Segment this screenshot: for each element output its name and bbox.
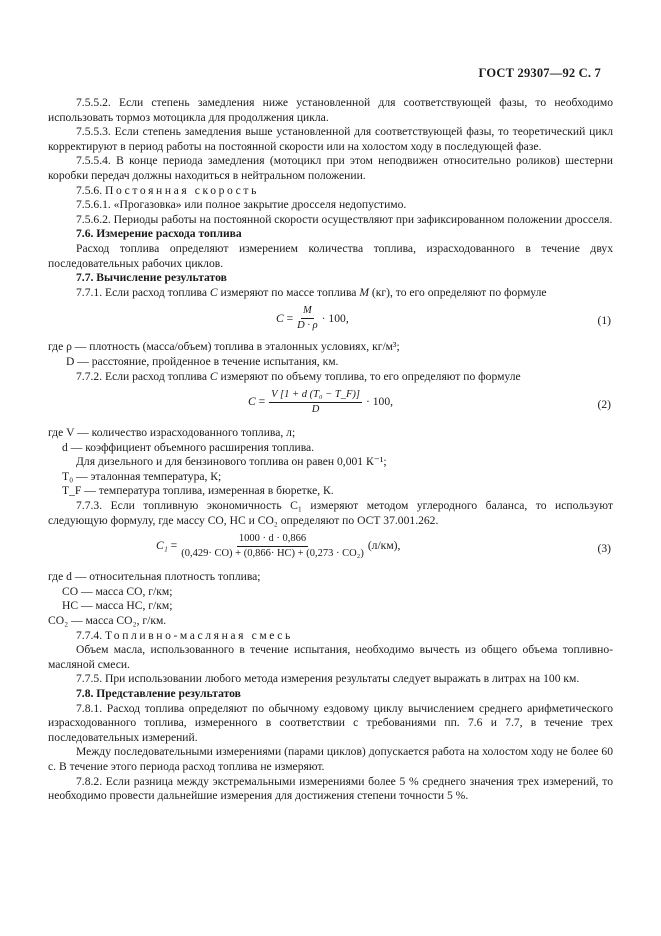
denominator: D xyxy=(311,404,320,416)
paragraph: 7.5.5.3. Если степень замедления выше установленной для соответствующей фазы, то теоретический цикл корректируют в период работы на постоянной скорости или на холостом ходу в последующей фазе. xyxy=(48,125,613,153)
formula-1: C = $\frac{M}{D \cdot \rho}$ · 100, (1) xyxy=(276,305,611,332)
numerator: M xyxy=(301,304,314,319)
definition: T_F — температура топлива, измеренная в бюретке, К. xyxy=(62,484,334,498)
definition: где d — относительная плотность топлива; xyxy=(48,570,261,584)
fraction xyxy=(269,388,362,417)
subsection-title: Топливно-масляная смесь xyxy=(105,628,293,642)
subsection-heading xyxy=(48,184,613,199)
formula-tail: (л/км), xyxy=(367,539,401,553)
definition: СО — масса СО, г/км; xyxy=(62,584,173,598)
paragraph: 7.5.5.2. Если степень замедления ниже установленной для соответствующей фазы, то необходимо использовать тормоз мотоцикла для продолжения цикла. xyxy=(48,96,613,124)
definitions xyxy=(48,340,613,369)
text-run: измеряют по массе топлива xyxy=(217,285,360,299)
definition: где ρ — плотность (масса/объем) топлива в эталонных условиях, кг/м³; xyxy=(48,340,400,354)
document-body xyxy=(48,96,613,804)
paragraph xyxy=(48,370,613,385)
symbol: M xyxy=(359,285,369,299)
formula-lhs: C xyxy=(248,395,256,409)
numerator: 1000 · d · 0,866 xyxy=(237,532,308,547)
text-run: измеряют по объему топлива, то его определяют по формуле xyxy=(217,369,521,383)
fraction xyxy=(181,532,364,561)
section-heading: 7.8. Представление результатов xyxy=(76,687,241,700)
subsection-title: Постоянная скорость xyxy=(105,183,259,197)
formula-2: C = $\frac{\text{V [1 + d (T₀ − T\_F)]}}{D}$ · 100, (2) xyxy=(248,389,611,416)
paragraph: 7.5.5.4. В конце периода замедления (мотоцикл при этом неподвижен относительно роликов) шестерни коробки передач должны находиться в нейтральном положении. xyxy=(48,154,613,182)
numerator: V [1 + d (T₀ − T_F)] xyxy=(269,388,362,403)
formula-lhs: C₁ xyxy=(156,539,168,553)
formula-tail: · 100, xyxy=(365,395,394,409)
paragraph: 7.5.6.1. «Прогазовка» или полное закрытие дросселя недопустимо. xyxy=(76,198,407,212)
definition: d — коэффициент объемного расширения топлива. xyxy=(62,440,315,454)
subsection-number: 7.5.6. xyxy=(76,183,103,197)
formula-lhs: C xyxy=(276,311,284,325)
definition: где V — количество израсходованного топлива, л; xyxy=(48,426,296,440)
definitions xyxy=(48,570,613,628)
definition: СО₂ — масса СО₂, г/км. xyxy=(48,614,167,628)
definition: Для дизельного и для бензинового топлива он равен 0,001 К⁻¹; xyxy=(76,455,387,469)
symbol: C xyxy=(209,369,218,383)
formula-number: (2) xyxy=(597,398,611,412)
paragraph: 7.7.5. При использовании любого метода измерения результаты следует выражать в литрах на 100 км. xyxy=(76,672,580,686)
formula-number: (3) xyxy=(597,542,611,556)
paragraph: Объем масла, использованного в течение испытания, необходимо вычесть из общего объема топливно-масляной смеси. xyxy=(48,643,613,671)
paragraph: 7.8.2. Если разница между экстремальными измерениями более 5 % среднего значения трех измерений, то необходимо провести дальнейшие измерения для достижения степени точности 5 %. xyxy=(48,774,613,803)
definition: T₀ — эталонная температура, К; xyxy=(62,469,222,483)
paragraph: 7.7.3. Если топливную экономичность C₁ измеряют методом углеродного баланса, то используют следующую формулу, где массу СО, НС и СО₂ определяют по ОСТ 37.001.262. xyxy=(48,499,613,527)
paragraph xyxy=(48,286,613,301)
definition: НС — масса НС, г/км; xyxy=(62,599,173,613)
fraction xyxy=(297,304,318,333)
text-run: 7.7.1. Если расход топлива xyxy=(76,285,210,299)
subsection-heading xyxy=(48,629,613,644)
paragraph: 7.5.6.2. Периоды работы на постоянной скорости осуществляют при зафиксированном положении дросселя. xyxy=(76,212,613,226)
definition: D — расстояние, пройденное в течение испытания, км. xyxy=(66,354,339,368)
text-run: 7.7.2. Если расход топлива xyxy=(76,369,210,383)
formula-number: (1) xyxy=(597,314,611,328)
formula-tail: · 100, xyxy=(321,311,349,325)
formula-3: C₁ = $\frac{1000 \cdot d \cdot 0,866}{\text{(0,429· СО) + (0,866· НС) + (0,273 · СО₂)}}$ (л/км), (3) xyxy=(156,533,611,560)
denominator: D · ρ xyxy=(297,320,318,332)
subsection-number: 7.7.4. xyxy=(76,628,103,642)
text-run: (кг), то его определяют по формуле xyxy=(368,285,547,299)
paragraph: 7.8.1. Расход топлива определяют по обычному ездовому циклу вычислением среднего арифметического израсходованного топлива, измеренного в соответствии с требованиями пп. 7.6 и 7.7, в течение трех последовательных измерений. xyxy=(48,701,613,744)
paragraph: Между последовательными измерениями (парами циклов) допускается работа на холостом ходу не более 60 с. В течение этого периода расход топлива не измеряют. xyxy=(48,745,613,773)
section-heading: 7.7. Вычисление результатов xyxy=(76,271,227,285)
paragraph: Расход топлива определяют измерением количества топлива, израсходованного в течение двух последовательных рабочих циклов. xyxy=(48,241,613,270)
page-header: ГОСТ 29307—92 С. 7 xyxy=(478,66,601,80)
denominator: (0,429· СО) + (0,866· НС) + (0,273 · СО₂) xyxy=(181,548,364,560)
symbol: C xyxy=(209,285,218,299)
definitions xyxy=(48,426,613,499)
section-heading: 7.6. Измерение расхода топлива xyxy=(76,227,242,241)
